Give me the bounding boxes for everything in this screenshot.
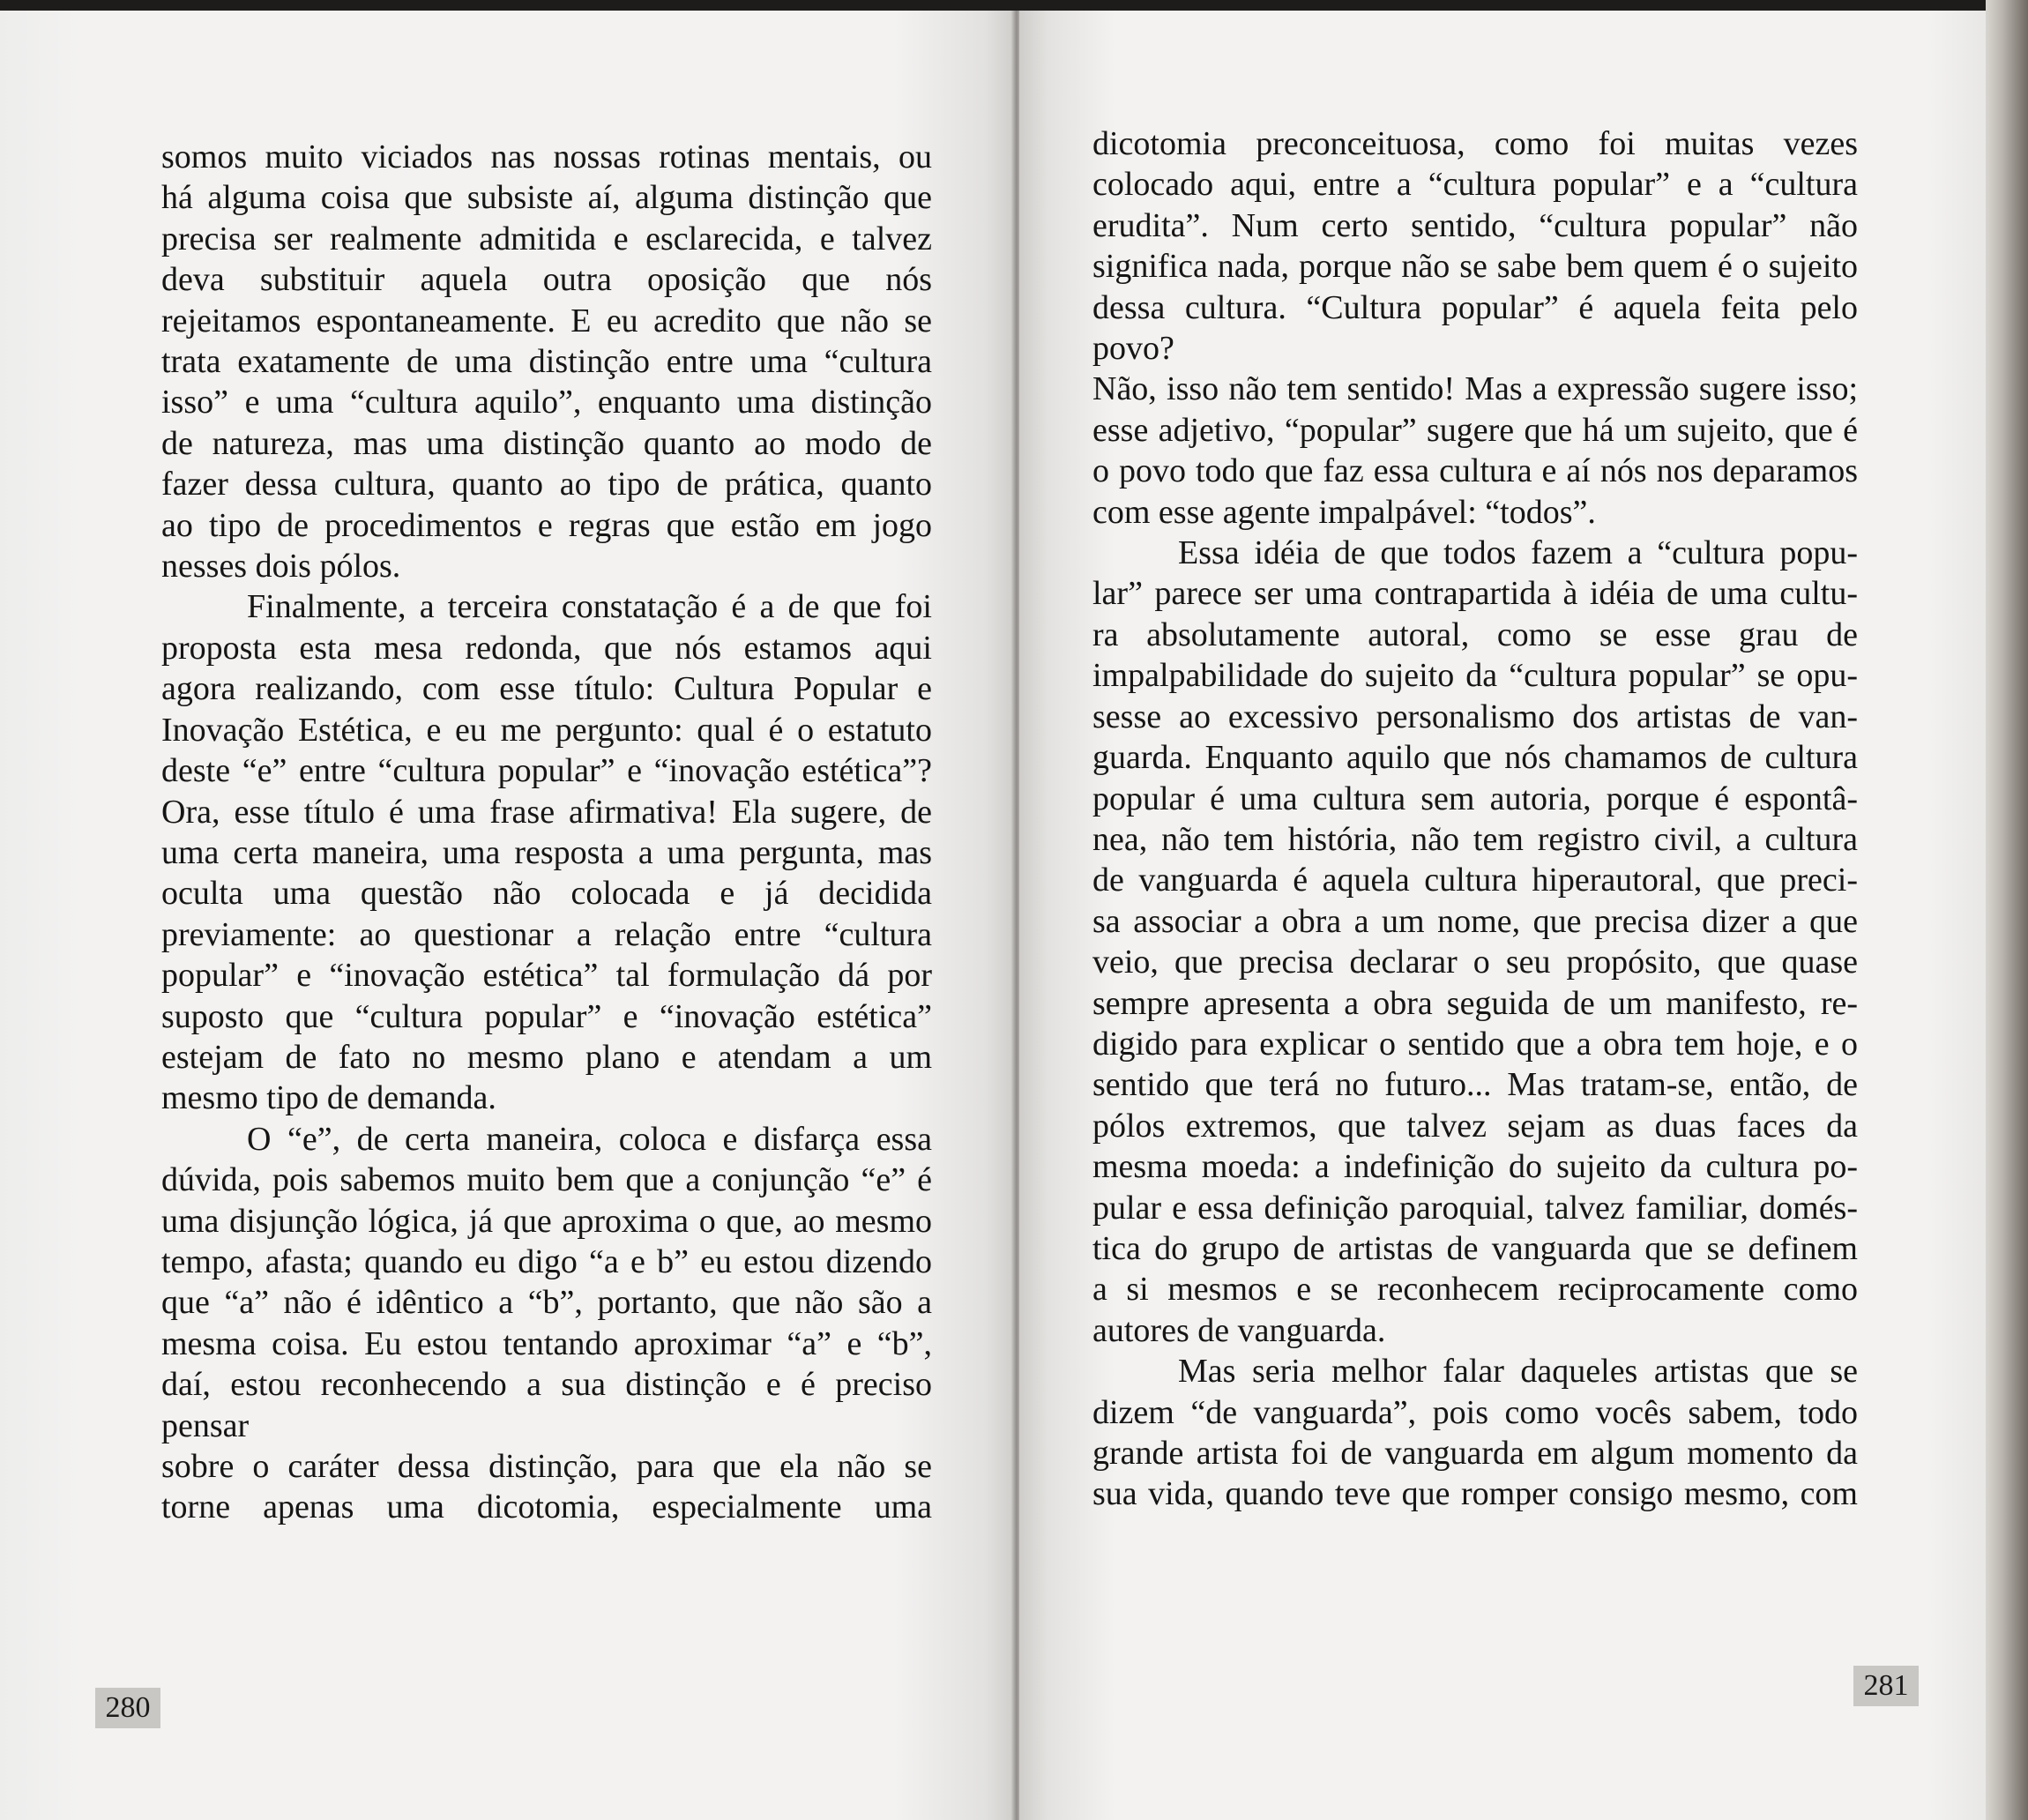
text-line: dessa cultura. “Cultura popular” é aquela feita pelo povo?	[1092, 288, 1858, 368]
text-line: Não, isso não tem sentido! Mas a expressão sugere isso;	[1092, 370, 1858, 408]
text-line: trata exatamente de uma distinção entre uma “cultura	[161, 343, 932, 381]
text-line: agora realizando, com esse título: Cultura Popular e	[161, 670, 932, 708]
text-line: sesse ao excessivo personalismo dos artistas de van-	[1092, 697, 1858, 735]
text-line: lar” parece ser uma contrapartida à idéia de uma cultu-	[1092, 575, 1858, 613]
text-line: significa nada, porque não se sabe bem quem é o sujeito	[1092, 248, 1858, 286]
text-line: veio, que precisa declarar o seu propósito, que quase	[1092, 944, 1858, 981]
text-line: popular” e “inovação estética” tal formulação dá por	[161, 957, 932, 995]
text-line: com esse agente impalpável: “todos”.	[1092, 493, 1596, 531]
text-line: oculta uma questão não colocada e já decidida	[161, 875, 932, 913]
text-line: dicotomia preconceituosa, como foi muitas vezes	[1092, 125, 1858, 162]
text-line: deva substituir aquela outra oposição que nós	[161, 261, 932, 299]
text-line: Inovação Estética, e eu me pergunto: qual é o estatuto	[161, 711, 932, 749]
text-line: dúvida, pois sabemos muito bem que a conjunção “e” é	[161, 1161, 932, 1199]
text-line: de vanguarda é aquela cultura hiperautoral, que preci-	[1092, 862, 1858, 899]
text-line: dizem “de vanguarda”, pois como vocês sabem, todo	[1092, 1393, 1858, 1431]
text-line: autores de vanguarda.	[1092, 1311, 1386, 1349]
text-line: O “e”, de certa maneira, coloca e disfarça essa	[247, 1120, 932, 1158]
text-line: nea, não tem história, não tem registro civil, a cultura	[1092, 820, 1858, 858]
text-line: esse adjetivo, “popular” sugere que há um sujeito, que é	[1092, 411, 1858, 449]
text-line: estejam de fato no mesmo plano e atendam a um	[161, 1038, 932, 1076]
text-line: Ora, esse título é uma frase afirmativa! Ela sugere, de	[161, 793, 932, 831]
text-line: impalpabilidade do sujeito da “cultura popular” se opu-	[1092, 657, 1858, 695]
text-line: previamente: ao questionar a relação entre “cultura	[161, 915, 932, 953]
text-line: sempre apresenta a obra seguida de um manifesto, re-	[1092, 984, 1858, 1022]
text-line: colocado aqui, entre a “cultura popular” e a “cultura	[1092, 166, 1858, 204]
text-line: que “a” não é idêntico a “b”, portanto, que não são a	[161, 1284, 932, 1322]
text-line: uma certa maneira, uma resposta a uma pergunta, mas	[161, 833, 932, 871]
page-number-left: 280	[95, 1688, 160, 1728]
text-line: uma disjunção lógica, já que aproxima o que, ao mesmo	[161, 1202, 932, 1240]
text-line: fazer dessa cultura, quanto ao tipo de prática, quanto	[161, 466, 932, 503]
text-line: sua vida, quando teve que romper consigo mesmo, com	[1092, 1475, 1858, 1513]
text-line: sentido que terá no futuro... Mas tratam-se, então, de	[1092, 1066, 1858, 1104]
text-line: sobre o caráter dessa distinção, para que ela não se	[161, 1448, 932, 1485]
text-line: nesses dois pólos.	[161, 548, 401, 586]
text-line: grande artista foi de vanguarda em algum momento da	[1092, 1435, 1858, 1472]
text-line: sa associar a obra a um nome, que precisa dizer a que	[1092, 902, 1858, 940]
page-edge	[1986, 0, 2028, 1820]
text-line: proposta esta mesa redonda, que nós estamos aqui	[161, 629, 932, 667]
text-line: guarda. Enquanto aquilo que nós chamamos de cultura	[1092, 739, 1858, 777]
text-line: pólos extremos, que talvez sejam as duas faces da	[1092, 1107, 1858, 1145]
left-page	[0, 11, 1016, 1820]
text-line: mesmo tipo de demanda.	[161, 1079, 496, 1117]
text-line: tica do grupo de artistas de vanguarda que se definem	[1092, 1229, 1858, 1267]
right-page	[1019, 11, 1986, 1820]
text-line: precisa ser realmente admitida e esclarecida, e talvez	[161, 220, 932, 257]
right-page-text	[1092, 123, 1858, 1515]
text-line: tempo, afasta; quando eu digo “a e b” eu estou dizendo	[161, 1242, 932, 1280]
text-line: ao tipo de procedimentos e regras que estão em jogo	[161, 506, 932, 544]
text-line: deste “e” entre “cultura popular” e “inovação estética”?	[161, 752, 932, 790]
text-line: ra absolutamente autoral, como se esse grau de	[1092, 615, 1858, 653]
text-line: Finalmente, a terceira constatação é a de que foi	[247, 588, 932, 626]
page-number-right: 281	[1853, 1666, 1919, 1706]
text-line: a si mesmos e se reconhecem reciprocamente como	[1092, 1271, 1858, 1309]
text-line: mesma moeda: a indefinição do sujeito da cultura po-	[1092, 1148, 1858, 1186]
text-line: erudita”. Num certo sentido, “cultura popular” não	[1092, 206, 1858, 244]
text-line: suposto que “cultura popular” e “inovação estética”	[161, 997, 932, 1035]
text-line: Essa idéia de que todos fazem a “cultura popu-	[1178, 534, 1858, 572]
text-line: rejeitamos espontaneamente. E eu acredito que não se	[161, 302, 932, 339]
text-line: o povo todo que faz essa cultura e aí nós nos deparamos	[1092, 452, 1858, 490]
text-line: isso” e uma “cultura aquilo”, enquanto uma distinção	[161, 384, 932, 421]
left-page-text	[161, 137, 932, 1528]
text-line: digido para explicar o sentido que a obra tem hoje, e o	[1092, 1025, 1858, 1063]
text-line: daí, estou reconhecendo a sua distinção e é preciso pensar	[161, 1366, 932, 1444]
text-line: somos muito viciados nas nossas rotinas mentais, ou	[161, 138, 932, 175]
text-line: Mas seria melhor falar daqueles artistas que se	[1178, 1353, 1858, 1391]
text-line: popular é uma cultura sem autoria, porque é espontâ-	[1092, 779, 1858, 817]
text-line: pular e essa definição paroquial, talvez familiar, domés-	[1092, 1189, 1858, 1227]
text-line: torne apenas uma dicotomia, especialmente uma	[161, 1488, 932, 1526]
text-line: há alguma coisa que subsiste aí, alguma distinção que	[161, 179, 932, 217]
text-line: mesma coisa. Eu estou tentando aproximar “a” e “b”,	[161, 1324, 932, 1362]
text-line: de natureza, mas uma distinção quanto ao modo de	[161, 424, 932, 462]
